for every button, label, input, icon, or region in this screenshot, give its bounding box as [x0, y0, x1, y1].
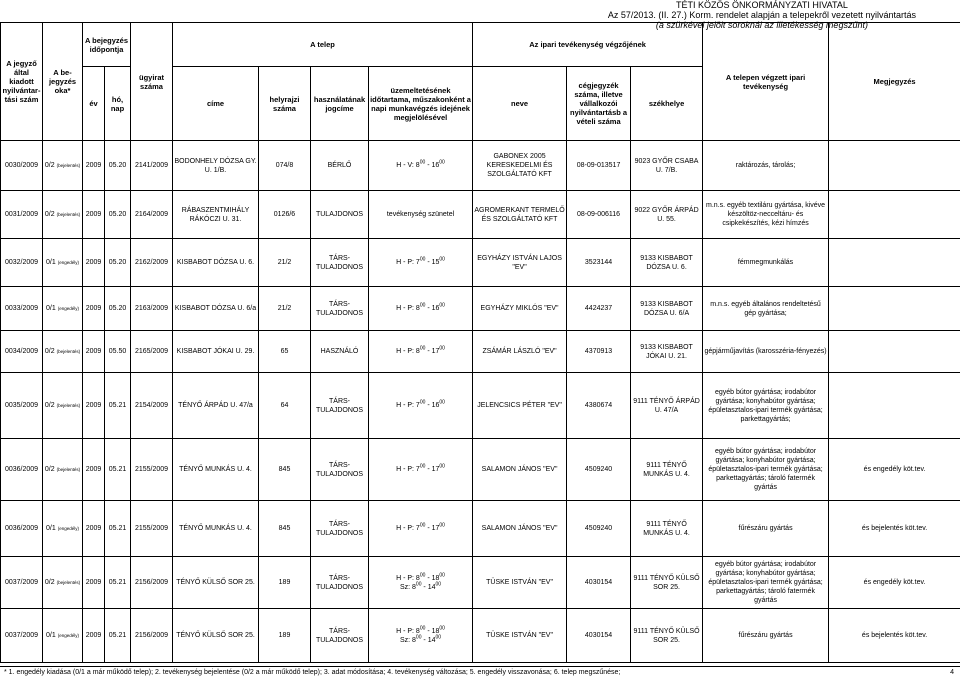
- headquarters-cell: 9111 TÉNYŐ ÁRPÁD U. 47/A: [631, 373, 703, 439]
- hours-part: Sz: 8: [399, 583, 416, 591]
- operating-hours-cell: [369, 439, 473, 501]
- table-row: [1, 287, 960, 331]
- reason-label: (engedély): [57, 633, 79, 638]
- table-row: [1, 501, 960, 557]
- table-row: [1, 439, 960, 501]
- company-reg-cell: 4424237: [567, 287, 631, 331]
- hours-part: - 18: [425, 627, 440, 635]
- year-cell: 2009: [83, 141, 105, 191]
- remark-cell: és bejelentés köt.tev.: [829, 609, 960, 663]
- file-number-cell: 2141/2009: [131, 141, 173, 191]
- company-reg-cell: 08-09-013517: [567, 141, 631, 191]
- legal-title-cell: TÁRS-TULAJDONOS: [311, 609, 369, 663]
- month-day-cell: 05.20: [105, 191, 131, 239]
- operator-name-cell: EGYHÁZY MIKLÓS "EV": [473, 287, 567, 331]
- reg-number-cell: 0030/2009: [1, 141, 43, 191]
- hours-part: Sz: 8: [399, 636, 416, 644]
- hours-part: H - P: 7: [396, 525, 420, 532]
- reason-code: 0/2: [44, 211, 55, 218]
- reg-number-cell: 0036/2009: [1, 439, 43, 501]
- operator-name-cell: AGROMERKANT TERMELŐ ÉS SZOLGÁLTATÓ KFT: [473, 191, 567, 239]
- hours-part: - 16: [425, 305, 440, 312]
- address-cell: TÉNYŐ MUNKÁS U. 4.: [173, 439, 259, 501]
- company-reg-cell: 4509240: [567, 439, 631, 501]
- lot-number-cell: 21/2: [259, 239, 311, 287]
- operator-name-cell: TÜSKE ISTVÁN "EV": [473, 557, 567, 609]
- footer-legend: [0, 666, 960, 680]
- legal-title-cell: TÁRS-TULAJDONOS: [311, 287, 369, 331]
- col-reg-number: A jegyző által kiadott nyilvántar-tási szám: [1, 23, 43, 141]
- file-number-cell: 2156/2009: [131, 557, 173, 609]
- table-row: [1, 191, 960, 239]
- headquarters-cell: 9111 TÉNYŐ MUNKÁS U. 4.: [631, 439, 703, 501]
- col-headquarters: székhelye: [631, 67, 703, 141]
- col-company-reg: cégjegyzék száma, illetve vállalkozói nyilvántartásb a vételi száma: [567, 67, 631, 141]
- registry-table: [0, 22, 960, 663]
- remark-cell: és engedély köt.tev.: [829, 557, 960, 609]
- reason-code: 0/2: [44, 402, 55, 409]
- hours-part: - 17: [425, 348, 440, 355]
- operating-hours-cell: [369, 141, 473, 191]
- address-cell: BODONHELY DÓZSA GY. U. 1/B.: [173, 141, 259, 191]
- hours-part: 00: [439, 572, 445, 579]
- activity-cell: m.n.s. egyéb általános rendeltetésű gép gyártása;: [703, 287, 829, 331]
- reg-number-cell: 0033/2009: [1, 287, 43, 331]
- hours-part: 00: [435, 634, 442, 641]
- activity-cell: fűrészáru gyártás: [703, 609, 829, 663]
- reg-number-cell: 0037/2009: [1, 557, 43, 609]
- reg-number-cell: 0036/2009: [1, 501, 43, 557]
- reason-cell: [43, 439, 83, 501]
- address-cell: KISBABOT DÓZSA U. 6.: [173, 239, 259, 287]
- reason-code: 0/2: [44, 579, 55, 586]
- hours-part: 00: [419, 522, 426, 529]
- reason-label: (bejelentés): [56, 349, 81, 354]
- hours-part: - 16: [425, 162, 440, 169]
- hours-part: 00: [415, 634, 422, 641]
- reason-label: (bejelentés): [56, 403, 81, 408]
- remark-cell: [829, 141, 960, 191]
- year-cell: 2009: [83, 609, 105, 663]
- table-header: [1, 23, 960, 141]
- company-reg-cell: 3523144: [567, 239, 631, 287]
- hours-part: 00: [439, 159, 445, 166]
- operator-name-cell: JELENCSICS PÉTER "EV": [473, 373, 567, 439]
- hours-part: H - P: 7: [396, 466, 420, 473]
- address-cell: KISBABOT DÓZSA U. 6/a: [173, 287, 259, 331]
- col-month-day: hó, nap: [105, 67, 131, 141]
- hours-part: - 14: [421, 636, 436, 644]
- company-reg-cell: 08-09-006116: [567, 191, 631, 239]
- table-body: [1, 141, 960, 663]
- office-name: TÉTI KÖZÖS ÖNKORMÁNYZATI HIVATAL: [675, 0, 848, 10]
- headquarters-cell: 9111 TÉNYŐ KÜLSŐ SOR 25.: [631, 609, 703, 663]
- lot-number-cell: 189: [259, 609, 311, 663]
- hours-part: 00: [439, 345, 445, 352]
- reason-label: (bejelentés): [56, 212, 81, 217]
- address-cell: TÉNYŐ ÁRPÁD U. 47/a: [173, 373, 259, 439]
- col-activity: A telepen végzett ipari tevékenység: [703, 23, 829, 141]
- legal-title-cell: TÁRS-TULAJDONOS: [311, 501, 369, 557]
- month-day-cell: 05.21: [105, 373, 131, 439]
- month-day-cell: 05.21: [105, 557, 131, 609]
- reg-number-cell: 0034/2009: [1, 331, 43, 373]
- reason-code: 0/1: [46, 525, 56, 532]
- reason-cell: [43, 191, 83, 239]
- reason-label: (bejelentés): [56, 580, 81, 585]
- operating-hours-cell: [369, 501, 473, 557]
- remark-cell: [829, 331, 960, 373]
- file-number-cell: 2164/2009: [131, 191, 173, 239]
- activity-cell: egyéb bútor gyártása; irodabútor gyártása; konyhabútor gyártása; épületasztalos-ipari termék gyártása; parkettagyártás; tároló fatermék gyártás: [703, 557, 829, 609]
- hours-part: H - P: 8: [396, 305, 420, 312]
- company-reg-cell: 4509240: [567, 501, 631, 557]
- lot-number-cell: 845: [259, 501, 311, 557]
- hours-part: 00: [439, 625, 445, 632]
- year-cell: 2009: [83, 331, 105, 373]
- table-row: [1, 557, 960, 609]
- hours-part: 00: [419, 345, 426, 352]
- col-operator-name: neve: [473, 67, 567, 141]
- hours-part: 00: [439, 302, 445, 309]
- month-day-cell: 05.21: [105, 439, 131, 501]
- operator-name-cell: GABONEX 2005 KERESKEDELMI ÉS SZOLGÁLTATÓ KFT: [473, 141, 567, 191]
- reason-label: (bejelentés): [56, 467, 81, 472]
- col-remark: Megjegyzés: [829, 23, 960, 141]
- activity-cell: m.n.s. egyéb textiláru gyártása, kivéve készöltöz-necceltáru- és csipkekészítés, kézi hímzés: [703, 191, 829, 239]
- hours-part: - 16: [425, 402, 440, 409]
- month-day-cell: 05.20: [105, 239, 131, 287]
- reason-code: 0/2: [44, 162, 55, 169]
- reg-number-cell: 0031/2009: [1, 191, 43, 239]
- company-reg-cell: 4030154: [567, 557, 631, 609]
- hours-part: 00: [419, 302, 426, 309]
- lot-number-cell: 65: [259, 331, 311, 373]
- lot-number-cell: 21/2: [259, 287, 311, 331]
- reg-number-cell: 0032/2009: [1, 239, 43, 287]
- reason-cell: [43, 501, 83, 557]
- reason-code: 0/1: [46, 259, 56, 266]
- lot-number-cell: 189: [259, 557, 311, 609]
- remark-cell: [829, 239, 960, 287]
- lot-number-cell: 074/8: [259, 141, 311, 191]
- col-reason: A be-jegyzés oka*: [43, 23, 83, 141]
- reg-number-cell: 0037/2009: [1, 609, 43, 663]
- page-number: 4: [950, 669, 954, 676]
- hours-part: H - P: 8: [396, 574, 420, 582]
- legal-title-cell: BÉRLŐ: [311, 141, 369, 191]
- footer-text: * 1. engedély kiadása (0/1 a már működő telep); 2. tevékenység bejelentése (0/2 a már működő telep); 3. adat módosítása; 4. tevékenység változása; 5. engedély visszavonása; 6. telep megszűnése;: [4, 669, 621, 676]
- activity-cell: egyéb bútor gyártása; irodabútor gyártása; konyhabútor gyártása; épületasztalos-ipari termék gyártása; parkettagyártás; tároló fatermék gyártás: [703, 439, 829, 501]
- table-row: [1, 141, 960, 191]
- operating-hours-cell: [369, 609, 473, 663]
- hours-part: 00: [439, 463, 445, 470]
- company-reg-cell: 4370913: [567, 331, 631, 373]
- hours-part: 00: [419, 572, 426, 579]
- remark-cell: [829, 191, 960, 239]
- reason-cell: [43, 331, 83, 373]
- headquarters-cell: 9111 TÉNYŐ KÜLSŐ SOR 25.: [631, 557, 703, 609]
- col-operator-group: Az ipari tevékenység végzőjének: [473, 23, 703, 67]
- reg-number-cell: 0035/2009: [1, 373, 43, 439]
- col-address: címe: [173, 67, 259, 141]
- operating-hours-cell: [369, 331, 473, 373]
- hours-part: 00: [419, 256, 426, 263]
- operating-hours-cell: [369, 239, 473, 287]
- month-day-cell: 05.20: [105, 287, 131, 331]
- operating-hours-cell: [369, 191, 473, 239]
- file-number-cell: 2162/2009: [131, 239, 173, 287]
- year-cell: 2009: [83, 373, 105, 439]
- reason-cell: [43, 287, 83, 331]
- table-row: [1, 331, 960, 373]
- lot-number-cell: 845: [259, 439, 311, 501]
- month-day-cell: 05.50: [105, 331, 131, 373]
- year-cell: 2009: [83, 287, 105, 331]
- activity-cell: egyéb bútor gyártása; irodabútor gyártása; konyhabútor gyártása; épületasztalos-ipari termék gyártása; parkettagyártás;: [703, 373, 829, 439]
- year-cell: 2009: [83, 557, 105, 609]
- reason-code: 0/2: [44, 466, 55, 473]
- address-cell: TÉNYŐ MUNKÁS U. 4.: [173, 501, 259, 557]
- lot-number-cell: 64: [259, 373, 311, 439]
- hours-part: 00: [419, 463, 426, 470]
- legal-title-cell: TULAJDONOS: [311, 191, 369, 239]
- col-year: év: [83, 67, 105, 141]
- company-reg-cell: 4030154: [567, 609, 631, 663]
- hours-part: 00: [419, 159, 426, 166]
- table-row: [1, 373, 960, 439]
- hours-part: H - P: 7: [396, 259, 420, 266]
- year-cell: 2009: [83, 501, 105, 557]
- operator-name-cell: TÜSKE ISTVÁN "EV": [473, 609, 567, 663]
- hours-part: 00: [419, 625, 426, 632]
- company-reg-cell: 4380674: [567, 373, 631, 439]
- headquarters-cell: 9023 GYŐR CSABA U. 7/B.: [631, 141, 703, 191]
- operator-name-cell: SALAMON JÁNOS "EV": [473, 439, 567, 501]
- address-cell: TÉNYŐ KÜLSŐ SOR 25.: [173, 609, 259, 663]
- operating-hours-cell: [369, 373, 473, 439]
- activity-cell: fémmegmunkálás: [703, 239, 829, 287]
- hours-part: - 17: [425, 466, 440, 473]
- col-date-group: A bejegyzés időpontja: [83, 23, 131, 67]
- legal-title-cell: TÁRS-TULAJDONOS: [311, 557, 369, 609]
- grey-note: (a szürkével jelölt soroknál az illetékesség megszűnt): [655, 20, 868, 30]
- hours-part: - 14: [421, 583, 436, 591]
- headquarters-cell: 9133 KISBABOT JÓKAI U. 21.: [631, 331, 703, 373]
- file-number-cell: 2156/2009: [131, 609, 173, 663]
- year-cell: 2009: [83, 191, 105, 239]
- activity-cell: gépjárműjavítás (karosszéria-fényezés): [703, 331, 829, 373]
- file-number-cell: 2165/2009: [131, 331, 173, 373]
- headquarters-cell: 9133 KISBABOT DÓZSA U. 6/A: [631, 287, 703, 331]
- month-day-cell: 05.21: [105, 501, 131, 557]
- table-row: [1, 609, 960, 663]
- reason-code: 0/1: [46, 305, 56, 312]
- reason-cell: [43, 557, 83, 609]
- hours-part: - 17: [425, 525, 440, 532]
- reason-cell: [43, 141, 83, 191]
- reason-label: (engedély): [57, 306, 79, 311]
- reason-code: 0/2: [44, 348, 55, 355]
- month-day-cell: 05.21: [105, 609, 131, 663]
- year-cell: 2009: [83, 439, 105, 501]
- remark-cell: és engedély köt.tev.: [829, 439, 960, 501]
- month-day-cell: 05.20: [105, 141, 131, 191]
- address-cell: RÁBASZENTMIHÁLY RÁKÓCZI U. 31.: [173, 191, 259, 239]
- reason-label: (engedély): [57, 526, 79, 531]
- file-number-cell: 2155/2009: [131, 501, 173, 557]
- reason-cell: [43, 609, 83, 663]
- table-row: [1, 239, 960, 287]
- file-number-cell: 2155/2009: [131, 439, 173, 501]
- reason-label: (bejelentés): [56, 163, 81, 168]
- hours-part: tevékenység szünetel: [386, 211, 455, 218]
- file-number-cell: 2163/2009: [131, 287, 173, 331]
- lot-number-cell: 0126/6: [259, 191, 311, 239]
- col-site-group: A telep: [173, 23, 473, 67]
- col-legal-title: használatának jogcíme: [311, 67, 369, 141]
- operator-name-cell: EGYHÁZY ISTVÁN LAJOS "EV": [473, 239, 567, 287]
- reason-code: 0/1: [46, 632, 56, 639]
- regulation-line: Az 57/2013. (II. 27.) Korm. rendelet alapján a telepekről vezetett nyilvántartás: [607, 10, 916, 20]
- operator-name-cell: ZSÁMÁR LÁSZLÓ "EV": [473, 331, 567, 373]
- activity-cell: fűrészáru gyártás: [703, 501, 829, 557]
- hours-part: H - P: 7: [396, 402, 420, 409]
- operator-name-cell: SALAMON JÁNOS "EV": [473, 501, 567, 557]
- hours-part: 00: [435, 581, 442, 588]
- col-lot-number: helyrajzi száma: [259, 67, 311, 141]
- reason-label: (engedély): [57, 260, 79, 265]
- hours-part: 00: [439, 399, 445, 406]
- hours-part: - 18: [425, 574, 440, 582]
- legal-title-cell: TÁRS-TULAJDONOS: [311, 239, 369, 287]
- remark-cell: és bejelentés köt.tev.: [829, 501, 960, 557]
- hours-part: 00: [415, 581, 422, 588]
- operating-hours-cell: [369, 557, 473, 609]
- hours-part: 00: [419, 399, 426, 406]
- address-cell: KISBABOT JÓKAI U. 29.: [173, 331, 259, 373]
- col-file-number: ügyirat száma: [131, 23, 173, 141]
- headquarters-cell: 9022 GYŐR ÁRPÁD U. 55.: [631, 191, 703, 239]
- hours-part: H - P: 8: [396, 627, 420, 635]
- file-number-cell: 2154/2009: [131, 373, 173, 439]
- legal-title-cell: TÁRS-TULAJDONOS: [311, 373, 369, 439]
- headquarters-cell: 9133 KISBABOT DÓZSA U. 6.: [631, 239, 703, 287]
- address-cell: TÉNYŐ KÜLSŐ SOR 25.: [173, 557, 259, 609]
- remark-cell: [829, 373, 960, 439]
- hours-part: - 15: [425, 259, 440, 266]
- hours-part: H - P: 8: [396, 348, 420, 355]
- remark-cell: [829, 287, 960, 331]
- year-cell: 2009: [83, 239, 105, 287]
- legal-title-cell: TÁRS-TULAJDONOS: [311, 439, 369, 501]
- operating-hours-cell: [369, 287, 473, 331]
- hours-part: 00: [439, 256, 445, 263]
- reason-cell: [43, 373, 83, 439]
- reason-cell: [43, 239, 83, 287]
- legal-title-cell: HASZNÁLÓ: [311, 331, 369, 373]
- hours-part: H - V: 8: [396, 162, 420, 169]
- headquarters-cell: 9111 TÉNYŐ MUNKÁS U. 4.: [631, 501, 703, 557]
- hours-part: 00: [439, 522, 445, 529]
- activity-cell: raktározás, tárolás;: [703, 141, 829, 191]
- col-operating-hours: üzemeltetésének időtartama, műszakonként a napi munkavégzés idejének megjelölésével: [369, 67, 473, 141]
